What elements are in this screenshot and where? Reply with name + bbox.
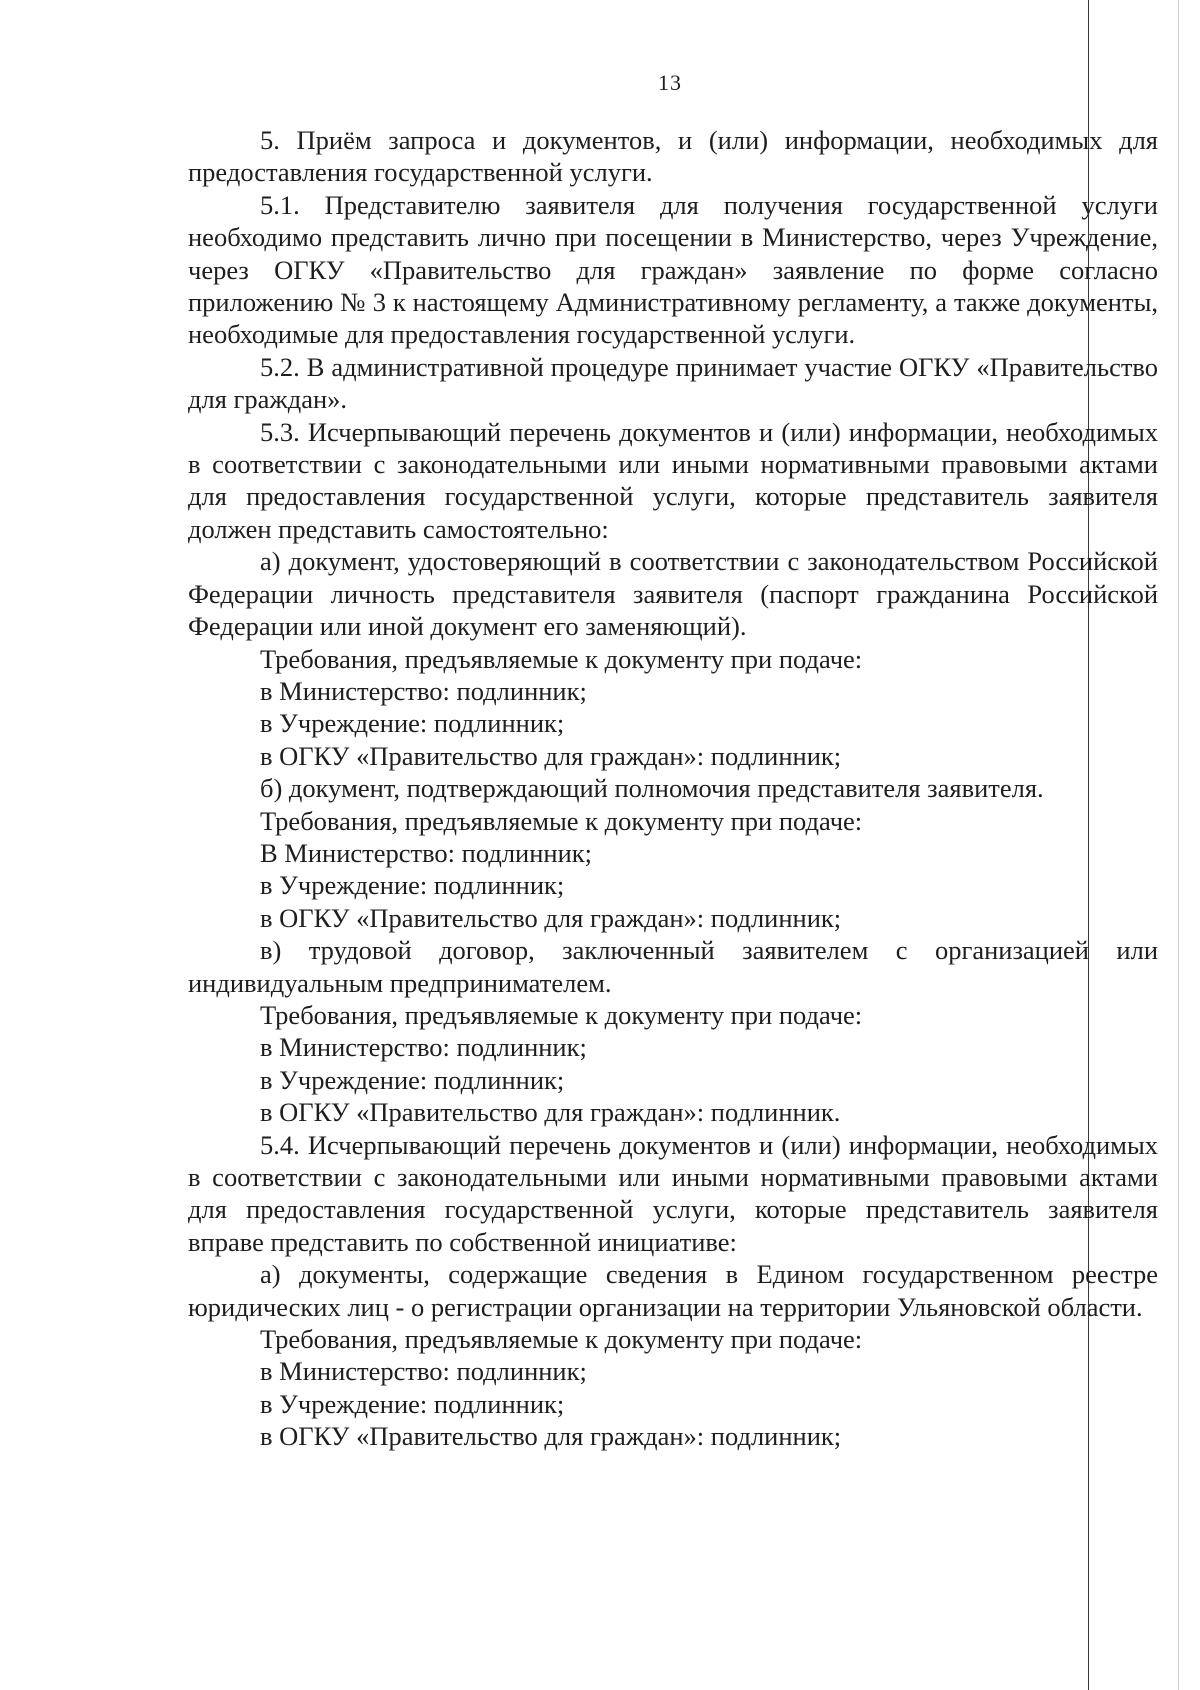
list-line: б) документ, подтверждающий полномочия представителя заявителя.	[260, 773, 1044, 804]
list-line: В Министерство: подлинник;	[260, 837, 593, 868]
paragraph: 5.4. Исчерпывающий перечень документов и (или) информации, необходимых в соответствии с законодательными или иными нормативными правовыми актами для предоставления государственной услуги, которые представитель заявителя вправе представить по собственной инициативе:	[188, 1129, 1158, 1257]
list-line: Требования, предъявляемые к документу при подаче:	[260, 1324, 863, 1355]
list-line: в ОГКУ «Правительство для граждан»: подлинник;	[260, 1421, 842, 1452]
paragraph: 5. Приём запроса и документов, и (или) информации, необходимых для предоставления государственной услуги.	[188, 125, 1158, 188]
paragraph: в) трудовой договор, заключенный заявителем с организацией или индивидуальным предпринимателем.	[188, 935, 1158, 998]
list-line: в ОГКУ «Правительство для граждан»: подлинник.	[260, 1097, 841, 1128]
paragraph: 5.1. Представителю заявителя для получения государственной услуги необходимо представить лично при посещении в Министерство, через Учреждение, через ОГКУ «Правительство для граждан» заявление по форме согласно приложению № 3 к настоящему Административному регламенту, а также документы, необходимые для предоставления государственной услуги.	[188, 189, 1158, 350]
list-line: в ОГКУ «Правительство для граждан»: подлинник;	[260, 902, 842, 933]
list-line: в Учреждение: подлинник;	[260, 1064, 565, 1095]
list-line: в ОГКУ «Правительство для граждан»: подлинник;	[260, 740, 842, 771]
scan-edge-line	[1178, 0, 1179, 1690]
paragraph: а) документ, удостоверяющий в соответствии с законодательством Российской Федерации личность представителя заявителя (паспорт гражданина Российской Федерации или иной документ его заменяющий).	[188, 546, 1158, 642]
list-line: Требования, предъявляемые к документу при подаче:	[260, 643, 863, 674]
paragraph: 5.3. Исчерпывающий перечень документов и (или) информации, необходимых в соответствии с законодательными или иными нормативными правовыми актами для предоставления государственной услуги, которые представитель заявителя должен представить самостоятельно:	[188, 416, 1158, 544]
list-line: в Учреждение: подлинник;	[260, 708, 565, 739]
list-line: в Учреждение: подлинник;	[260, 870, 565, 901]
list-line: Требования, предъявляемые к документу при подаче:	[260, 999, 863, 1030]
list-line: в Министерство: подлинник;	[260, 675, 587, 706]
list-line: в Учреждение: подлинник;	[260, 1388, 565, 1419]
document-body	[188, 124, 1158, 1453]
list-line: Требования, предъявляемые к документу при подаче:	[260, 805, 863, 836]
paragraph: 5.2. В административной процедуре принимает участие ОГКУ «Правительство для граждан».	[188, 351, 1158, 415]
page-number: 13	[658, 70, 682, 95]
list-line: в Министерство: подлинник;	[260, 1032, 587, 1063]
list-line: в Министерство: подлинник;	[260, 1356, 587, 1387]
paragraph: а) документы, содержащие сведения в Едином государственном реестре юридических лиц - о регистрации организации на территории Ульяновской области.	[188, 1259, 1158, 1322]
